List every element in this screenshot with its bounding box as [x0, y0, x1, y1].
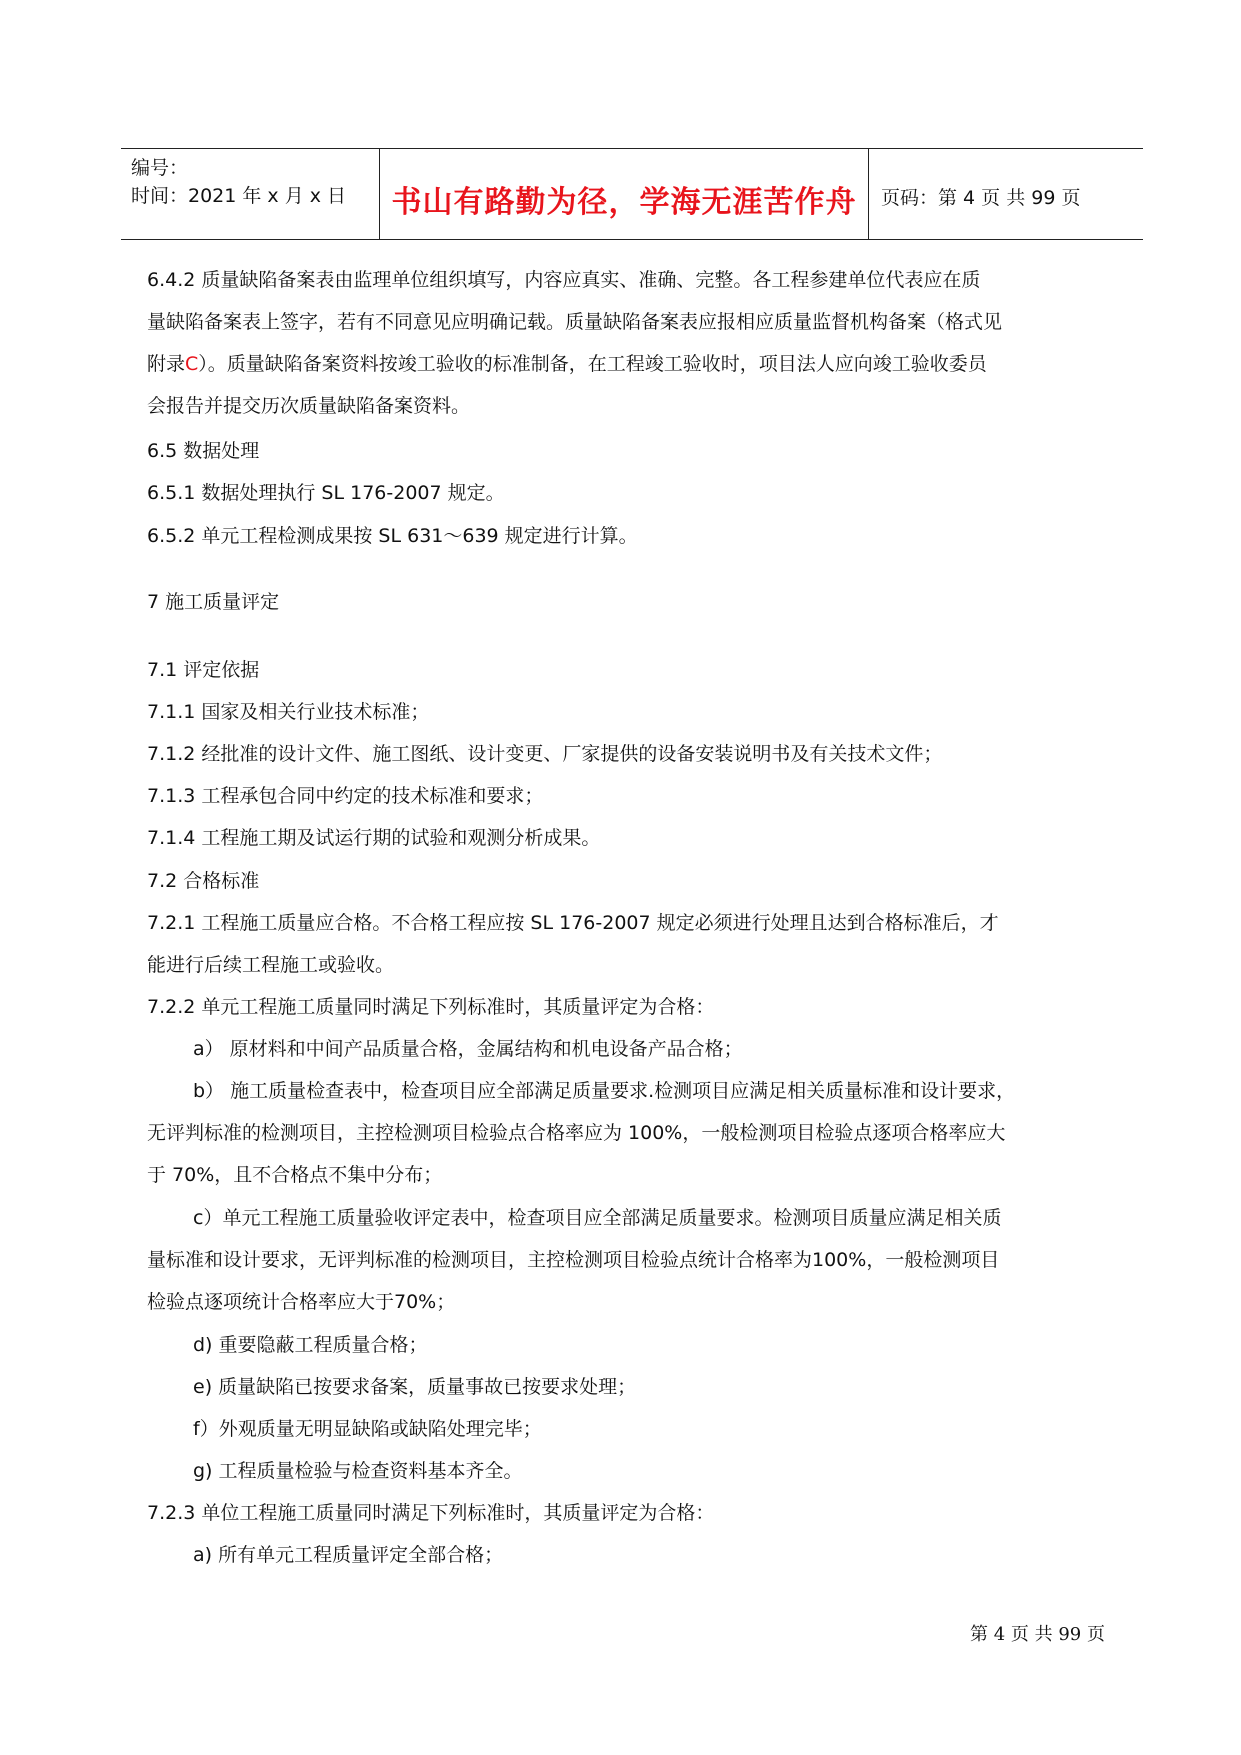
- item-7-2-2-c-line-3: 检验点逐项统计合格率应大于70%；: [147, 1291, 456, 1313]
- item-7-2-2-e: e) 质量缺陷已按要求备案，质量事故已按要求处理；: [193, 1376, 637, 1398]
- document-number-label: 编号：: [131, 157, 189, 179]
- item-7-2-2-b-line-3: 于 70%，且不合格点不集中分布；: [147, 1164, 443, 1186]
- paragraph-6-4-2-line-3: [147, 352, 987, 376]
- page-header: [121, 148, 1143, 240]
- item-7-2-2-c-line-1: c）单元工程施工质量验收评定表中，检查项目应全部满足质量要求。检测项目质量应满足相关质: [193, 1207, 1002, 1229]
- page-footer-number: 第 4 页 共 99 页: [970, 1624, 1105, 1645]
- header-left-cell: [121, 149, 379, 239]
- paragraph-6-4-2-line-4: 会报告并提交历次质量缺陷备案资料。: [147, 395, 471, 417]
- header-right-cell: [869, 149, 1143, 239]
- paragraph-6-4-2-line-1: 6.4.2 质量缺陷备案表由监理单位组织填写，内容应真实、准确、完整。各工程参建单位代表应在质: [147, 269, 981, 291]
- chapter-heading-7: 7 施工质量评定: [147, 591, 280, 613]
- appendix-prefix: 附录: [147, 353, 186, 375]
- item-7-2-2-c-line-2: 量标准和设计要求，无评判标准的检测项目，主控检测项目检验点统计合格率为100%，一般检测项目: [147, 1249, 1000, 1271]
- paragraph-7-1-2: 7.1.2 经批准的设计文件、施工图纸、设计变更、厂家提供的设备安装说明书及有关技术文件；: [147, 743, 943, 765]
- paragraph-7-2-3: 7.2.3 单位工程施工质量同时满足下列标准时，其质量评定为合格：: [147, 1502, 715, 1524]
- item-7-2-2-f: f）外观质量无明显缺陷或缺陷处理完毕；: [193, 1418, 542, 1440]
- document-time-label: 时间：2021 年 x 月 x 日: [131, 185, 347, 207]
- appendix-suffix: ）。质量缺陷备案资料按竣工验收的标准制备，在工程竣工验收时，项目法人应向竣工验收委员: [198, 353, 987, 375]
- section-heading-6-5: 6.5 数据处理: [147, 440, 260, 462]
- paragraph-7-1-1: 7.1.1 国家及相关行业技术标准；: [147, 701, 430, 723]
- paragraph-7-2-2: 7.2.2 单元工程施工质量同时满足下列标准时，其质量评定为合格：: [147, 996, 715, 1018]
- paragraph-6-5-1: 6.5.1 数据处理执行 SL 176-2007 规定。: [147, 482, 505, 504]
- paragraph-7-1-3: 7.1.3 工程承包合同中约定的技术标准和要求；: [147, 785, 544, 807]
- header-page-info: 页码：第 4 页 共 99 页: [881, 187, 1081, 209]
- item-7-2-2-a: a） 原材料和中间产品质量合格，金属结构和机电设备产品合格；: [193, 1038, 743, 1060]
- paragraph-6-5-2: 6.5.2 单元工程检测成果按 SL 631～639 规定进行计算。: [147, 525, 638, 547]
- item-7-2-2-b-line-2: 无评判标准的检测项目，主控检测项目检验点合格率应为 100%，一般检测项目检验点逐项合格率应大: [147, 1122, 1006, 1144]
- header-motto-cell: [379, 149, 869, 239]
- paragraph-7-1-4: 7.1.4 工程施工期及试运行期的试验和观测分析成果。: [147, 827, 601, 849]
- paragraph-7-2-1-line-2: 能进行后续工程施工或验收。: [147, 954, 395, 976]
- item-7-2-2-b-line-1: b） 施工质量检查表中，检查项目应全部满足质量要求.检测项目应满足相关质量标准和设计要求，: [193, 1080, 1016, 1102]
- paragraph-6-4-2-line-2: 量缺陷备案表上签字，若有不同意见应明确记载。质量缺陷备案表应报相应质量监督机构备案（格式见: [147, 311, 1003, 333]
- section-heading-7-1: 7.1 评定依据: [147, 659, 260, 681]
- paragraph-7-2-1-line-1: 7.2.1 工程施工质量应合格。不合格工程应按 SL 176-2007 规定必须进行处理且达到合格标准后，才: [147, 912, 999, 934]
- item-7-2-2-d: d) 重要隐蔽工程质量合格；: [193, 1334, 428, 1356]
- appendix-c-ref: C: [185, 353, 199, 375]
- section-heading-7-2: 7.2 合格标准: [147, 870, 260, 892]
- item-7-2-2-g: g) 工程质量检验与检查资料基本齐全。: [193, 1460, 523, 1482]
- header-motto: 书山有路勤为径，学海无涯苦作舟: [391, 185, 857, 220]
- item-7-2-3-a: a) 所有单元工程质量评定全部合格；: [193, 1544, 504, 1566]
